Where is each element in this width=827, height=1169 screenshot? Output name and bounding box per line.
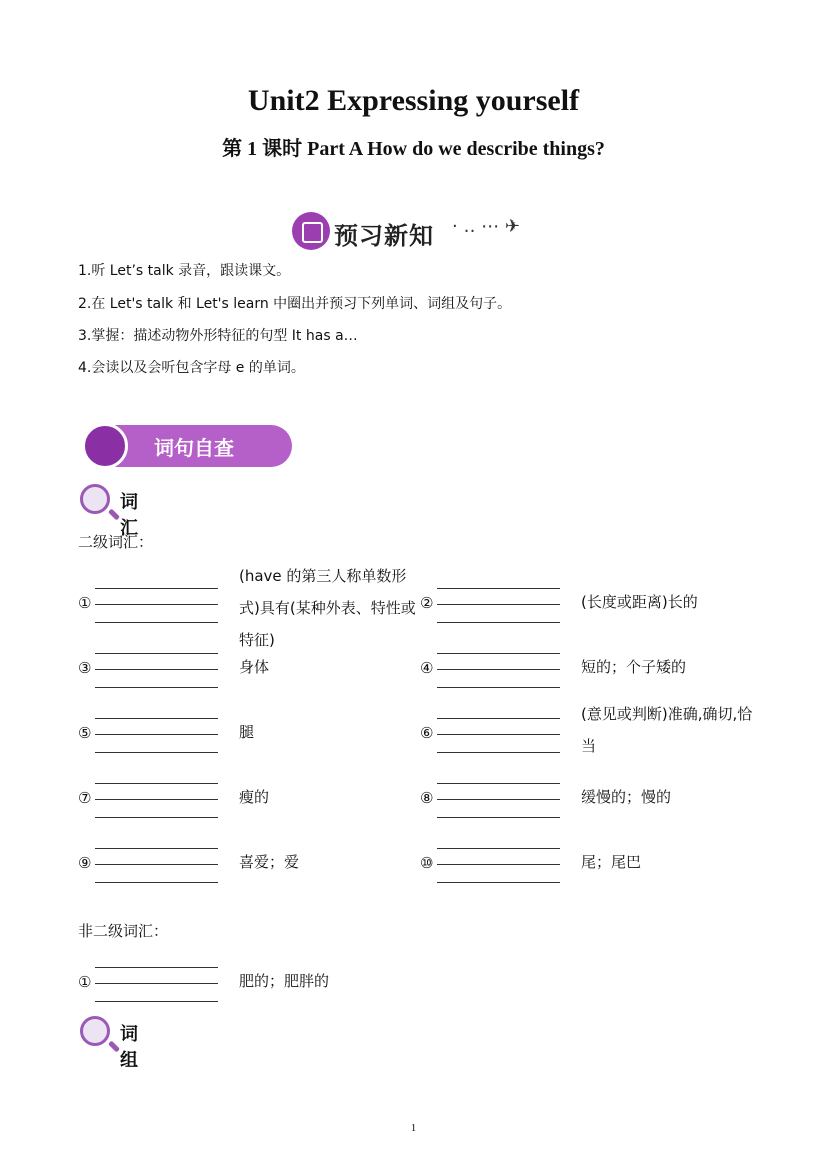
item-number: ⑥ — [420, 724, 434, 742]
answer-line[interactable] — [95, 752, 218, 753]
item-meaning: 尾；尾巴 — [581, 853, 642, 871]
item-meaning: (have 的第三人称单数形式)具有(某种外表、特性或特征) — [239, 567, 416, 649]
banner-label: 词句自查 — [154, 436, 234, 460]
answer-line[interactable] — [95, 1001, 218, 1002]
magnifier-icon — [80, 1016, 110, 1046]
item-number: ② — [420, 594, 434, 612]
answer-line[interactable] — [437, 882, 560, 883]
answer-line[interactable] — [95, 669, 218, 670]
answer-line[interactable] — [95, 622, 218, 623]
item-meaning: (长度或距离)长的 — [581, 593, 698, 611]
answer-line[interactable] — [437, 848, 560, 849]
answer-line[interactable] — [437, 864, 560, 865]
magnifier-icon — [80, 484, 110, 514]
nonlevel2-label: 非二级词汇： — [78, 922, 169, 940]
phrase-heading-label: 词组 — [120, 1024, 138, 1071]
answer-line[interactable] — [437, 817, 560, 818]
item-meaning: 瘦的 — [239, 788, 270, 806]
instruction-2: 2.在 Let's talk 和 Let's learn 中圈出并预习下列单词、词组及句子。 — [78, 296, 512, 312]
answer-line[interactable] — [95, 967, 218, 968]
item-number: ③ — [78, 659, 92, 677]
preview-label: 预习新知 — [334, 222, 434, 250]
answer-line[interactable] — [437, 687, 560, 688]
item-meaning: 腿 — [239, 723, 255, 741]
answer-line[interactable] — [437, 588, 560, 589]
item-number: ⑦ — [78, 789, 92, 807]
answer-line[interactable] — [95, 848, 218, 849]
answer-line[interactable] — [437, 604, 560, 605]
answer-line[interactable] — [437, 669, 560, 670]
item-number: ④ — [420, 659, 434, 677]
answer-line[interactable] — [95, 604, 218, 605]
instruction-1: 1.听 Let’s talk 录音，跟读课文。 — [78, 263, 291, 279]
answer-line[interactable] — [95, 783, 218, 784]
vocab-heading-label: 词汇 — [120, 492, 138, 539]
answer-line[interactable] — [95, 734, 218, 735]
answer-line[interactable] — [437, 622, 560, 623]
level2-label: 二级词汇： — [78, 533, 154, 551]
page-title: Unit2 Expressing yourself — [247, 84, 580, 117]
answer-line[interactable] — [95, 817, 218, 818]
lesson-subtitle: 第 1 课时 Part A How do we describe things? — [222, 138, 605, 160]
item-meaning: (意见或判断)准确,确切,恰当 — [581, 705, 753, 755]
item-meaning: 缓慢的；慢的 — [581, 788, 672, 806]
answer-line[interactable] — [95, 799, 218, 800]
item-meaning: 肥的；肥胖的 — [239, 972, 330, 990]
page-number: 1 — [410, 1122, 417, 1134]
answer-line[interactable] — [437, 653, 560, 654]
answer-line[interactable] — [437, 799, 560, 800]
answer-line[interactable] — [95, 687, 218, 688]
airplane-icon: · ‥ ⋯ ✈ — [452, 216, 520, 237]
item-number: ⑩ — [420, 854, 434, 872]
answer-line[interactable] — [95, 718, 218, 719]
answer-line[interactable] — [437, 718, 560, 719]
item-number: ① — [78, 594, 92, 612]
answer-line[interactable] — [95, 864, 218, 865]
item-meaning: 身体 — [239, 658, 270, 676]
instruction-4: 4.会读以及会听包含字母 e 的单词。 — [78, 360, 305, 376]
item-meaning: 短的；个子矮的 — [581, 658, 687, 676]
answer-line[interactable] — [95, 653, 218, 654]
item-number: ⑤ — [78, 724, 92, 742]
banner-dot-icon — [82, 423, 128, 469]
item-number: ⑧ — [420, 789, 434, 807]
answer-line[interactable] — [95, 983, 218, 984]
book-icon — [292, 212, 330, 250]
instruction-3: 3.掌握：描述动物外形特征的句型 It has a… — [78, 328, 358, 344]
answer-line[interactable] — [437, 783, 560, 784]
answer-line[interactable] — [95, 882, 218, 883]
answer-line[interactable] — [437, 734, 560, 735]
item-meaning: 喜爱；爱 — [239, 853, 300, 871]
section-banner — [82, 423, 292, 469]
preview-header — [292, 212, 532, 252]
item-number: ⑨ — [78, 854, 92, 872]
answer-line[interactable] — [95, 588, 218, 589]
item-number: ① — [78, 973, 92, 991]
answer-line[interactable] — [437, 752, 560, 753]
